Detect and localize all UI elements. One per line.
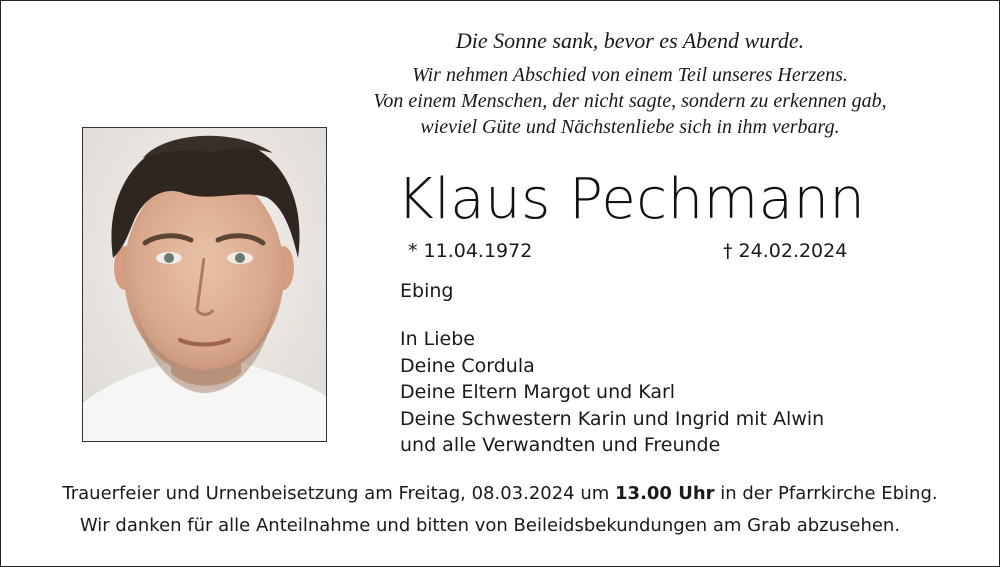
portrait-illustration [83,128,326,441]
family-line: Deine Cordula [400,354,535,377]
family-line: Deine Schwestern Karin und Ingrid mit Alwin [400,407,825,430]
ceremony-text-after: in der Pfarrkirche Ebing. [714,483,938,504]
family-line: Deine Eltern Margot und Karl [400,381,676,403]
hometown: Ebing [400,280,454,302]
thanks-notice: Wir danken für alle Anteilnahme und bitten von Beileidsbekundungen am Grab abzusehen. [79,515,901,536]
ceremony-notice [0,483,1000,504]
portrait-photo [82,127,327,442]
motto-title: Die Sonne sank, bevor es Abend wurde. [455,28,805,53]
ceremony-time: 13.00 Uhr [615,483,715,504]
poem-line: wieviel Güte und Nächstenliebe sich in ihm verbarg. [420,116,840,138]
deceased-name: Klaus Pechmann [397,167,866,232]
poem-line: Wir nehmen Abschied von einem Teil unseres Herzens. [412,64,848,86]
family-signatures [400,326,824,459]
death-date: † 24.02.2024 [723,240,848,262]
ceremony-text-before: Trauerfeier und Urnenbeisetzung am Freitag, 08.03.2024 um [62,483,616,504]
birth-date: * 11.04.1972 [408,240,533,262]
poem [330,62,930,140]
family-line: und alle Verwandten und Freunde [400,434,721,456]
poem-line: Von einem Menschen, der nicht sagte, sondern zu erkennen gab, [373,90,887,112]
family-line: In Liebe [400,328,475,350]
